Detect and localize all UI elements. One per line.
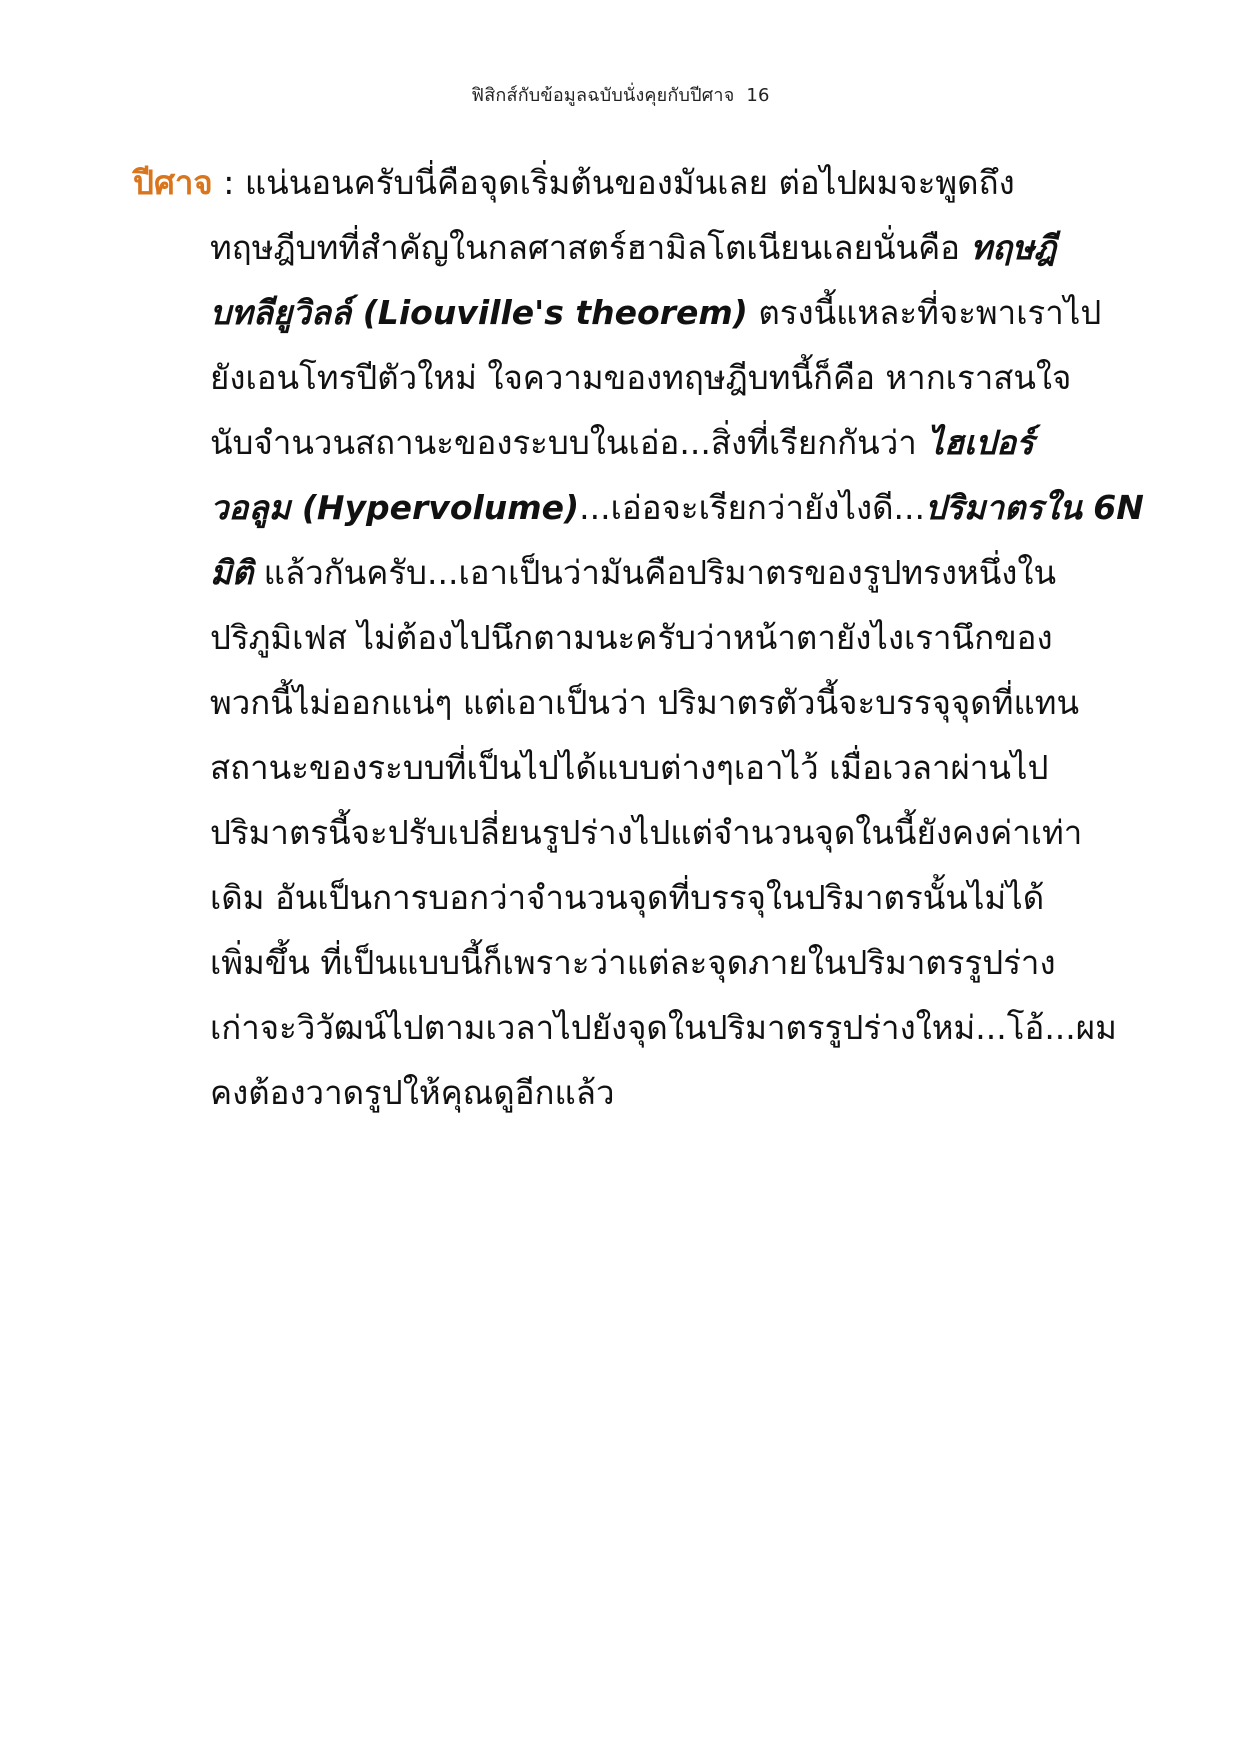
dialogue-line [133,995,1163,1060]
speaker-separator: : [212,163,245,202]
emphasized-term: วอลูม (Hypervolume) [210,488,580,527]
text-segment: ...เอ่อจะเรียกว่ายังไงดี... [579,488,926,527]
text-segment: แล้วกันครับ...เอาเป็นว่ามันคือปริมาตรของรูปทรงหนึ่งใน [253,553,1057,592]
dialogue-line [133,930,1163,995]
speaker-name: ปีศาจ [133,163,213,202]
text-segment: นับจำนวนสถานะของระบบในเอ่อ...สิ่งที่เรียกกันว่า [210,423,928,462]
text-segment: เพิ่มขึ้น ที่เป็นแบบนี้ก็เพราะว่าแต่ละจุดภายในปริมาตรรูปร่าง [210,943,1056,982]
emphasized-term: ไฮเปอร์ [927,423,1034,462]
dialogue-line [133,605,1163,670]
text-segment: แน่นอนครับนี่คือจุดเริ่มต้นของมันเลย ต่อไปผมจะพูดถึง [244,163,1015,202]
text-segment: ปริมาตรนี้จะปรับเปลี่ยนรูปร่างไปแต่จำนวนจุดในนี้ยังคงค่าเท่า [210,813,1083,852]
dialogue-line [133,735,1163,800]
text-segment: คงต้องวาดรูปให้คุณดูอีกแล้ว [210,1073,615,1112]
dialogue-line [133,345,1163,410]
dialogue-line [133,865,1163,930]
dialogue-block [133,150,1163,1125]
dialogue-line [133,670,1163,735]
dialogue-line [133,540,1163,605]
text-segment: สถานะของระบบที่เป็นไปได้แบบต่างๆเอาไว้ เมื่อเวลาผ่านไป [210,748,1049,787]
book-title: ฟิสิกส์กับข้อมูลฉบับนั่งคุยกับปีศาจ [471,85,735,106]
text-segment: เก่าจะวิวัฒน์ไปตามเวลาไปยังจุดในปริมาตรรูปร่างใหม่...โอ้...ผม [210,1008,1117,1047]
emphasized-term: บทลียูวิลล์ (Liouville's theorem) [210,293,748,332]
dialogue-line [133,280,1163,345]
dialogue-line [133,150,1163,215]
dialogue-line [133,800,1163,865]
dialogue-line [133,475,1163,540]
text-segment: พวกนี้ไม่ออกแน่ๆ แต่เอาเป็นว่า ปริมาตรตัวนี้จะบรรจุจุดที่แทน [210,683,1080,722]
dialogue-line [133,1060,1163,1125]
text-segment: ทฤษฎีบทที่สำคัญในกลศาสตร์ฮามิลโตเนียนเลยนั่นคือ [210,228,971,267]
text-segment: เดิม อันเป็นการบอกว่าจำนวนจุดที่บรรจุในปริมาตรนั้นไม่ได้ [210,878,1045,917]
emphasized-term: ทฤษฎี [970,228,1057,267]
emphasized-term: มิติ [210,553,254,592]
text-segment: ตรงนี้แหละที่จะพาเราไป [747,293,1102,332]
text-segment: ปริภูมิเฟส ไม่ต้องไปนึกตามนะครับว่าหน้าตายังไงเรานึกของ [210,618,1053,657]
page-number: 16 [746,85,770,106]
dialogue-line [133,215,1163,280]
page-header [0,80,1241,109]
text-segment: ยังเอนโทรปีตัวใหม่ ใจความของทฤษฎีบทนี้ก็คือ หากเราสนใจ [210,358,1072,397]
dialogue-line [133,410,1163,475]
emphasized-term: ปริมาตรใน 6N [925,488,1144,527]
